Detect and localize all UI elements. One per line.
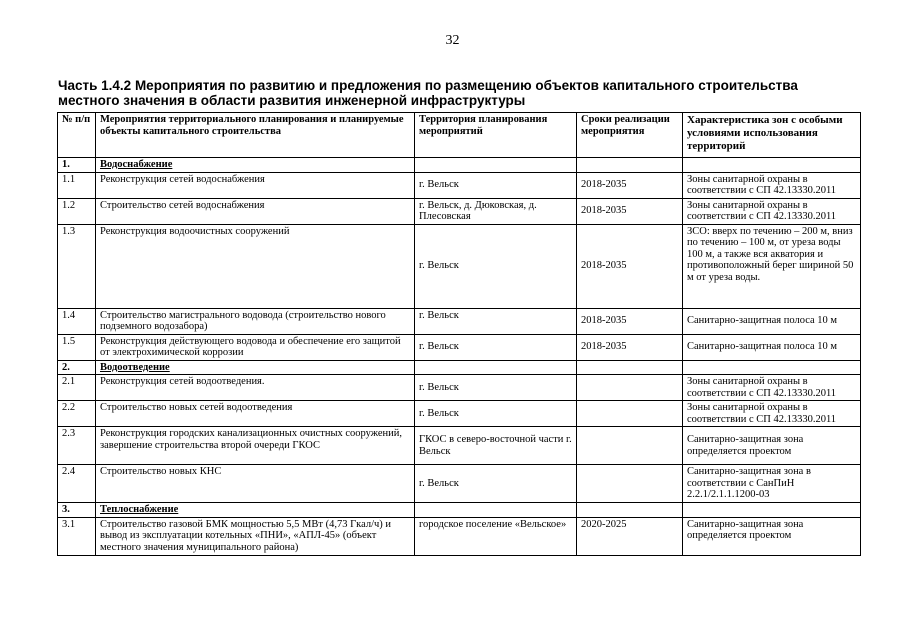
row-zone: Санитарно-защитная зона определяется проектом [683,517,861,555]
page-heading: Часть 1.4.2 Мероприятия по развитию и предложения по размещению объектов капитального строительства местного значения в области развития инженерной инфраструктуры [58,78,798,108]
table-row [58,427,861,465]
section-title: Водоотведение [96,360,415,375]
section-row [58,360,861,375]
row-period: 2018-2035 [577,334,683,360]
table-header-row [58,113,861,158]
row-zone: Санитарно-защитная полоса 10 м [683,308,861,334]
row-measure: Строительство новых КНС [96,465,415,503]
page-number: 32 [445,33,460,48]
row-period: 2018-2035 [577,308,683,334]
header-num: № п/п [58,113,96,158]
section-row [58,158,861,173]
table-row [58,375,861,401]
row-period: 2018-2035 [577,198,683,224]
row-measure: Реконструкция действующего водовода и обеспечение его защитой от электрохимической коррозии [96,334,415,360]
table-row [58,308,861,334]
table-row [58,401,861,427]
row-territory: ГКОС в северо-восточной части г. Вельск [415,427,577,465]
row-zone: Санитарно-защитная полоса 10 м [683,334,861,360]
header-measure: Мероприятия территориального планирования и планируемые объекты капитального строительства [96,113,415,158]
row-territory: г. Вельск, д. Дюковская, д. Плесовская [415,198,577,224]
row-period: 2018-2035 [577,172,683,198]
row-num: 1.3 [58,224,96,308]
row-measure: Реконструкция сетей водоотведения. [96,375,415,401]
row-measure: Реконструкция городских канализационных очистных сооружений, завершение строительства второй очереди ГКОС [96,427,415,465]
row-measure: Строительство сетей водоснабжения [96,198,415,224]
row-num: 2.4 [58,465,96,503]
row-period [577,465,683,503]
row-num: 1.1 [58,172,96,198]
section-title: Теплоснабжение [96,503,415,518]
header-zone: Характеристика зон с особыми условиями использования территорий [683,113,861,158]
table-row [58,465,861,503]
row-zone: Зоны санитарной охраны в соответствии с СП 42.13330.2011 [683,375,861,401]
row-period: 2020-2025 [577,517,683,555]
section-title: Водоснабжение [96,158,415,173]
row-num: 2.3 [58,427,96,465]
header-period: Сроки реализации мероприятия [577,113,683,158]
table-row [58,334,861,360]
row-measure: Реконструкция водоочистных сооружений [96,224,415,308]
infrastructure-table [57,112,861,556]
table-row [58,224,861,308]
section-num: 2. [58,360,96,375]
row-num: 2.1 [58,375,96,401]
row-territory: г. Вельск [415,334,577,360]
table-row [58,198,861,224]
row-num: 3.1 [58,517,96,555]
row-territory: г. Вельск [415,465,577,503]
row-period [577,401,683,427]
row-zone: Зоны санитарной охраны в соответствии с СП 42.13330.2011 [683,401,861,427]
section-num: 3. [58,503,96,518]
table-row [58,172,861,198]
row-territory: г. Вельск [415,172,577,198]
row-territory: городское поселение «Вельское» [415,517,577,555]
row-measure: Строительство газовой БМК мощностью 5,5 МВт (4,73 Гкал/ч) и вывод из эксплуатации котельных «ПНИ», «АПЛ-45» (объект местного значения муниципального района) [96,517,415,555]
row-zone: Санитарно-защитная зона определяется проектом [683,427,861,465]
row-territory: г. Вельск [415,401,577,427]
section-row [58,503,861,518]
row-num: 1.2 [58,198,96,224]
row-measure: Строительство новых сетей водоотведения [96,401,415,427]
table-row [58,517,861,555]
row-zone: ЗСО: вверх по течению – 200 м, вниз по течению – 100 м, от уреза воды 100 м, а также вся акватория и противоположный берег шириной 50 м от уреза воды. [683,224,861,308]
row-zone: Зоны санитарной охраны в соответствии с СП 42.13330.2011 [683,198,861,224]
header-territory: Территория планирования мероприятий [415,113,577,158]
row-num: 1.5 [58,334,96,360]
row-num: 2.2 [58,401,96,427]
row-num: 1.4 [58,308,96,334]
row-zone: Зоны санитарной охраны в соответствии с СП 42.13330.2011 [683,172,861,198]
row-period: 2018-2035 [577,224,683,308]
row-period [577,427,683,465]
row-territory: г. Вельск [415,224,577,308]
row-measure: Реконструкция сетей водоснабжения [96,172,415,198]
row-zone: Санитарно-защитная зона в соответствии с СанПиН 2.2.1/2.1.1.1200-03 [683,465,861,503]
row-territory: г. Вельск [415,375,577,401]
section-num: 1. [58,158,96,173]
row-period [577,375,683,401]
row-territory: г. Вельск [415,308,577,334]
row-measure: Строительство магистрального водовода (строительство нового подземного водозабора) [96,308,415,334]
